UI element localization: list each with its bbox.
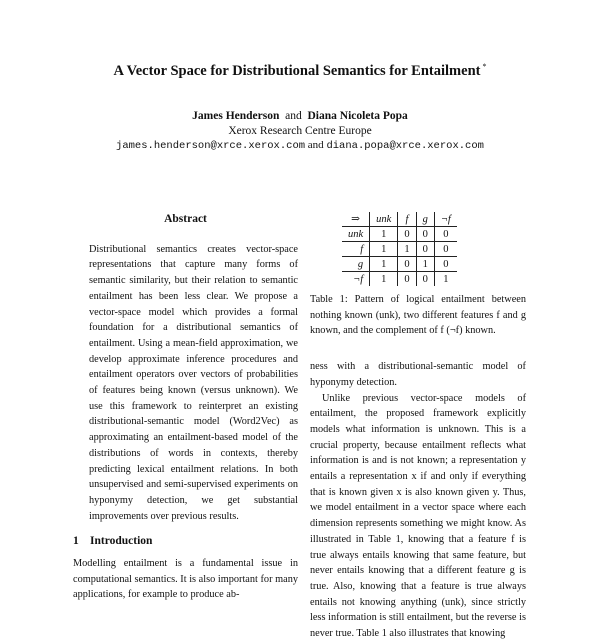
table-cell: 0 (434, 227, 457, 242)
title-footnote-mark: * (482, 62, 487, 71)
table-cell: 1 (416, 257, 434, 272)
table-cell: 0 (416, 227, 434, 242)
paper-title (0, 62, 600, 80)
table-header-cell: g (416, 212, 434, 227)
table-cell: 1 (370, 257, 398, 272)
abstract-text: Distributional semantics creates vector-space representations that capture many forms of semantic similarity, but their relation to semantic entailment has been less clear. We propose a vector-space model which provides a formal foundation for a distributional semantics of entailment. Using a mean-field approximation, we develop approximate inference procedures and entailment operators over vectors of probabilities of features being known (versus unknown). We use this framework to reinterpret an existing distributional-semantic model (Word2Vec) as approximating an entailment-based model of the distributions of words in contexts, thereby predicting lexical entailment relations. In both unsupervised and semi-supervised experiments on hyponymy detection, we get substantial improvements over previous results. (89, 243, 298, 522)
table-cell: 0 (416, 272, 434, 287)
abstract-heading: Abstract (164, 213, 207, 225)
paper-title-text: A Vector Space for Distributional Semantics for Entailment (113, 62, 481, 79)
table-row-label: ¬f (342, 272, 370, 287)
email-conjunction: and (307, 139, 324, 151)
table-row-label: f (342, 242, 370, 257)
table-row (342, 227, 457, 242)
table-cell: 0 (434, 242, 457, 257)
table-cell: 1 (443, 273, 449, 285)
author-conjunction: and (285, 110, 302, 122)
introduction-text: Modelling entailment is a fundamental issue in computational semantics. It is also important for many applications, for example to produce ab- (73, 558, 298, 601)
table-cell: 0 (398, 227, 416, 242)
paragraph-unlike-previous: Unlike previous vector-space models of entailment, the proposed framework explicitly models what information is unknown. This is a crucial property, because entailment reflects what information is and is not known; a representation y entails a representation x if and only if everything that is known given x is also known given y. Thus, we model entailment in a vector space where each dimension represents something we might know. As illustrated in Table 1, knowing that a feature f is true always entails knowing that same feature, but never entails knowing that a different feature g is true. Also, knowing that a feature is true always entails not knowing anything (unk), since strictly less information is still entailment, but the reverse is never true. Table 1 also illustrates that knowing (310, 392, 526, 640)
entailment-table (342, 212, 457, 286)
left-column (73, 212, 298, 603)
table-row (342, 272, 457, 287)
table-header-cell: f (398, 212, 416, 227)
author-line (0, 110, 600, 122)
table-cell: 1 (370, 227, 398, 242)
author-2: Diana Nicoleta Popa (307, 110, 408, 122)
section-heading-introduction (73, 534, 298, 550)
email-1: james.henderson@xrce.xerox.com (116, 140, 306, 152)
email-2: diana.popa@xrce.xerox.com (326, 140, 484, 152)
right-column (310, 292, 526, 642)
section-title: Introduction (90, 535, 153, 548)
table-header-cell: ⇒ (342, 212, 370, 227)
section-number: 1 (73, 535, 79, 548)
email-line (0, 139, 600, 152)
table-cell: 1 (370, 242, 398, 257)
table-header-cell: unk (370, 212, 398, 227)
table-cell: 0 (434, 257, 457, 272)
table-row-label: g (342, 257, 370, 272)
table-header-row (342, 212, 457, 227)
table-row (342, 242, 457, 257)
table-header-cell: ¬f (434, 212, 457, 227)
table-row (342, 257, 457, 272)
table-cell: 1 (370, 272, 398, 287)
affiliation: Xerox Research Centre Europe (228, 125, 372, 137)
table-cell: 0 (416, 242, 434, 257)
table-cell: 1 (398, 242, 416, 257)
author-1: James Henderson (192, 110, 280, 122)
paragraph-continuation: ness with a distributional-semantic model of hyponymy detection. (310, 361, 526, 388)
table-cell: 0 (398, 257, 416, 272)
table-caption: Table 1: Pattern of logical entailment between nothing known (unk), two different features f and g known, and the complement of f (¬f) known. (310, 294, 526, 337)
table-row-label: unk (342, 227, 370, 242)
table-cell: 0 (398, 272, 416, 287)
